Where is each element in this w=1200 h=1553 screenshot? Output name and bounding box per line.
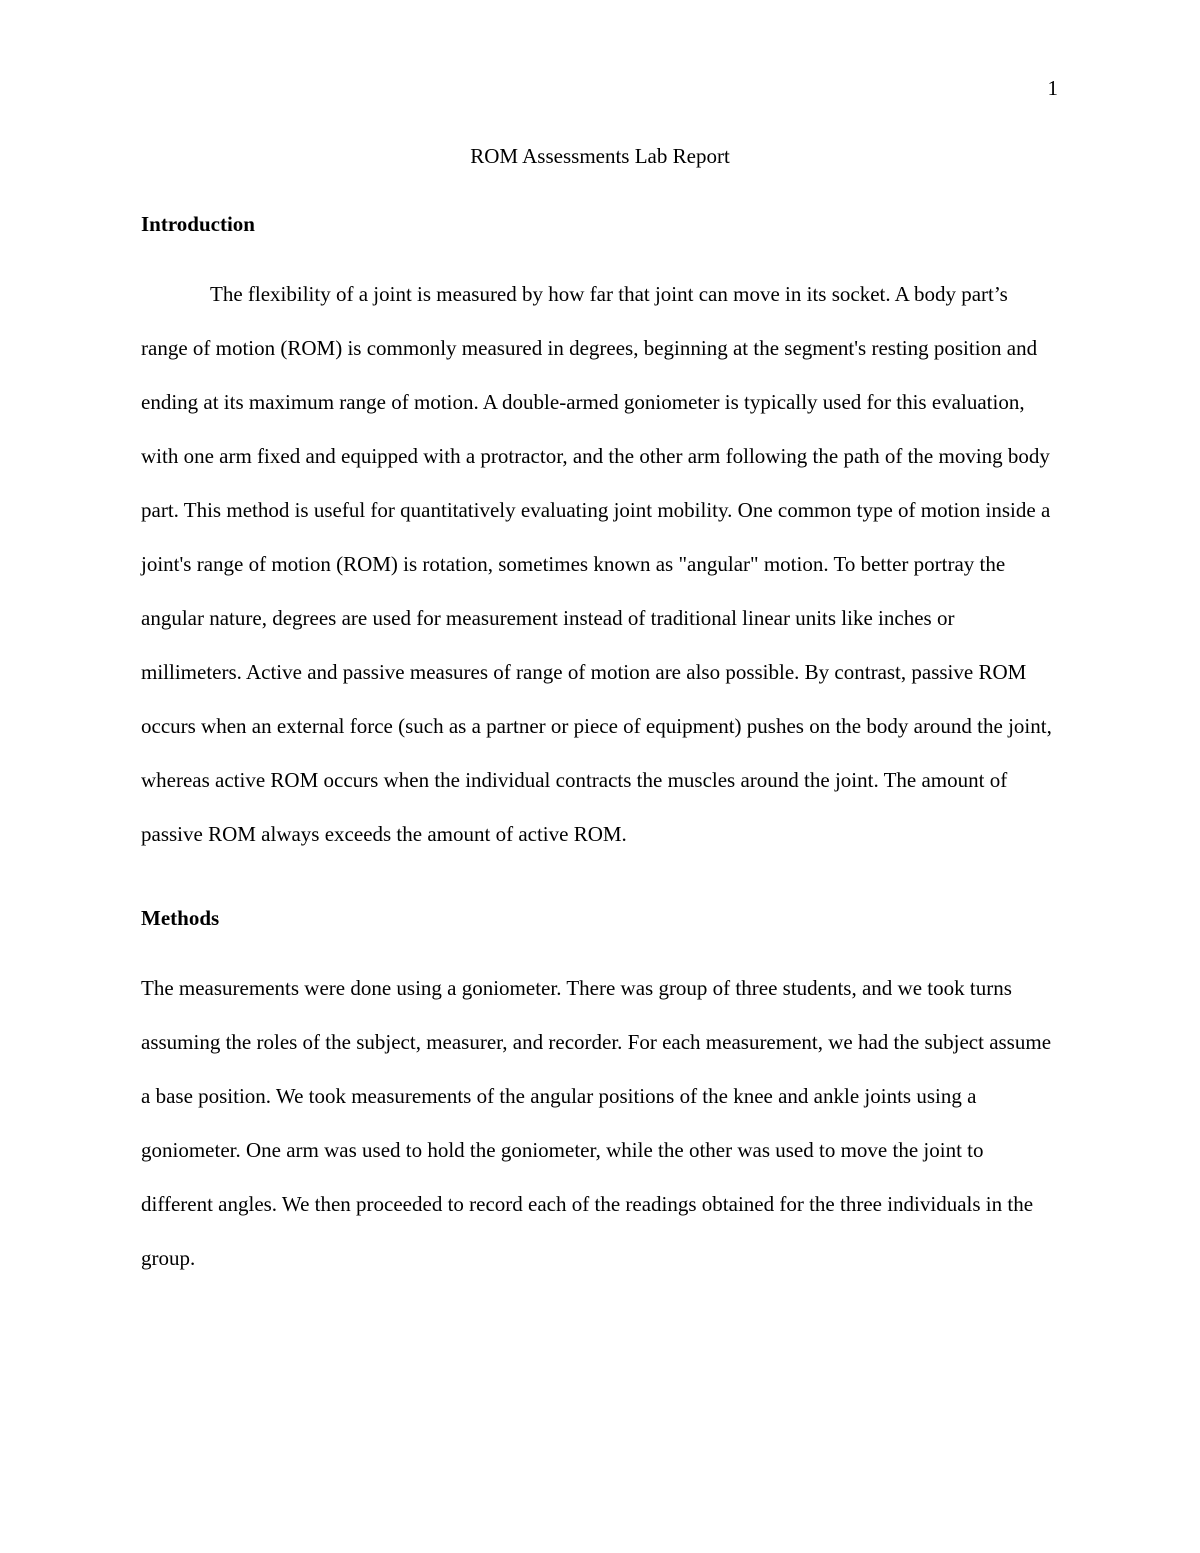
document-title: ROM Assessments Lab Report [470,144,730,168]
page-number: 1 [1047,76,1058,100]
section-heading-methods: Methods [141,906,220,930]
methods-paragraph: The measurements were done using a goniometer. There was group of three students, and we took turns assuming the roles of the subject, measurer, and recorder. For each measurement, we had the subject assume a base position. We took measurements of the angular positions of the knee and ankle joints using a goniometer. One arm was used to hold the goniometer, while the other was used to move the joint to different angles. We then proceeded to record each of the readings obtained for the three individuals in the group. [141,976,1052,1270]
introduction-paragraph: The flexibility of a joint is measured by how far that joint can move in its socket. A body part’s range of motion (ROM) is commonly measured in degrees, beginning at the segment's resting position and ending at its maximum range of motion. A double-armed goniometer is typically used for this evaluation, with one arm fixed and equipped with a protractor, and the other arm following the path of the moving body part. This method is useful for quantitatively evaluating joint mobility. One common type of motion inside a joint's range of motion (ROM) is rotation, sometimes known as "angular" motion. To better portray the angular nature, degrees are used for measurement instead of traditional linear units like inches or millimeters. Active and passive measures of range of motion are also possible. By contrast, passive ROM occurs when an external force (such as a partner or piece of equipment) pushes on the body around the joint, whereas active ROM occurs when the individual contracts the muscles around the joint. The amount of passive ROM always exceeds the amount of active ROM. [141,282,1052,846]
section-introduction [141,210,1059,874]
section-methods [141,904,1059,1298]
section-heading-introduction: Introduction [141,212,255,236]
document-body [141,142,1059,1298]
